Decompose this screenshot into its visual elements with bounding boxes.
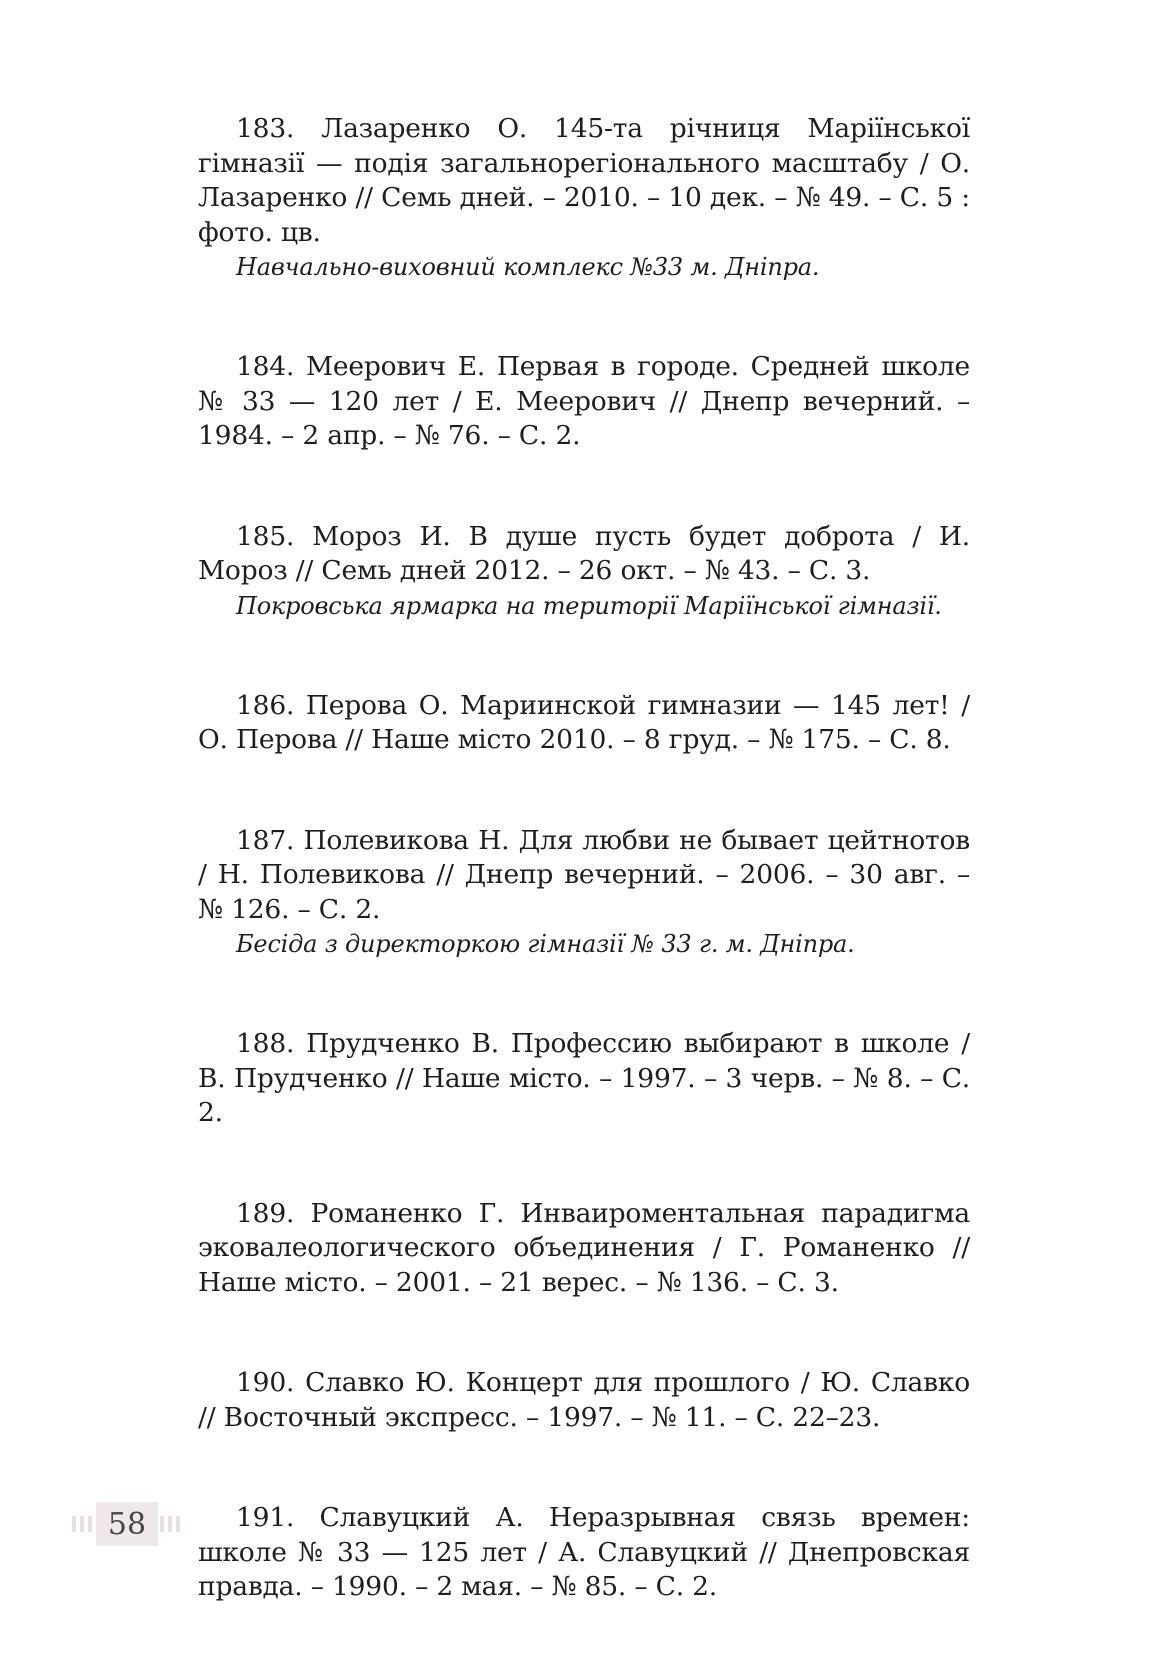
bibliography-entry-191 <box>198 1501 970 1605</box>
bibliography-entry-184 <box>198 350 970 454</box>
entry-text: 191. Славуцкий А. Неразрывная связь времен: школе № 33 — 125 лет / А. Славуцкий // Днепровская правда. – 1990. – 2 мая. – № 85. – С. 2. <box>198 1502 970 1602</box>
entry-text: 187. Полевикова Н. Для любви не бывает цейтнотов / Н. Полевикова // Днепр вечерний. – 2006. – 30 авг. – № 126. – С. 2. <box>198 824 970 925</box>
entry-annotation: Навчально-виховний комплекс №33 м. Дніпра. <box>236 253 820 281</box>
entry-annotation: Бесіда з директоркою гімназії № 33 г. м. Дніпра. <box>236 930 855 958</box>
page-footer <box>72 1502 182 1546</box>
bibliography-entry-188 <box>198 1027 970 1131</box>
entry-text: 186. Перова О. Мариинской гимназии — 145 лет! / О. Перова // Наше місто 2010. – 8 груд. – № 175. – С. 8. <box>198 689 970 755</box>
entry-text: 188. Прудченко В. Профессию выбирают в школе / В. Прудченко // Наше місто. – 1997. – 3 черв. – № 8. – С. 2. <box>198 1028 970 1128</box>
bibliography-entry-190 <box>198 1366 970 1435</box>
page-number-badge <box>96 1502 158 1546</box>
bibliography-entry-185 <box>198 520 970 623</box>
entry-text: 189. Романенко Г. Инваироментальная парадигма эковалеологического объединения / Г. Романенко // Наше місто. – 2001. – 21 верес. – № 136. – С. 3. <box>198 1197 970 1298</box>
entry-text: 184. Меерович Е. Первая в городе. Средней школе № 33 — 120 лет / Е. Меерович // Днепр вечерний. – 1984. – 2 апр. – № 76. – С. 2. <box>198 351 970 451</box>
bibliography-entry-187 <box>198 824 970 962</box>
ornament-left-icon <box>72 1516 94 1532</box>
bibliography-entry-186 <box>198 689 970 758</box>
bibliography-entry-189 <box>198 1197 970 1301</box>
bibliography-list <box>198 112 970 1671</box>
entry-annotation: Покровська ярмарка на території Маріїнської гімназії. <box>236 591 942 620</box>
entry-text: 190. Славко Ю. Концерт для прошлого / Ю. Славко // Восточный экспресс. – 1997. – № 11. – С. 22–23. <box>198 1367 970 1433</box>
ornament-right-icon <box>160 1516 182 1532</box>
bibliography-entry-183 <box>198 112 970 284</box>
page-number: 58 <box>107 1506 147 1542</box>
entry-text: 185. Мороз И. В душе пусть будет доброта / И. Мороз // Семь дней 2012. – 26 окт. – № 43. – С. 3. <box>198 520 970 586</box>
entry-text: 183. Лазаренко О. 145-та річниця Маріїнської гімназії — подія загальнорегіонального масштабу / О. Лазаренко // Семь дней. – 2010. – 10 дек. – № 49. – С. 5 : фото. цв. <box>198 113 970 248</box>
